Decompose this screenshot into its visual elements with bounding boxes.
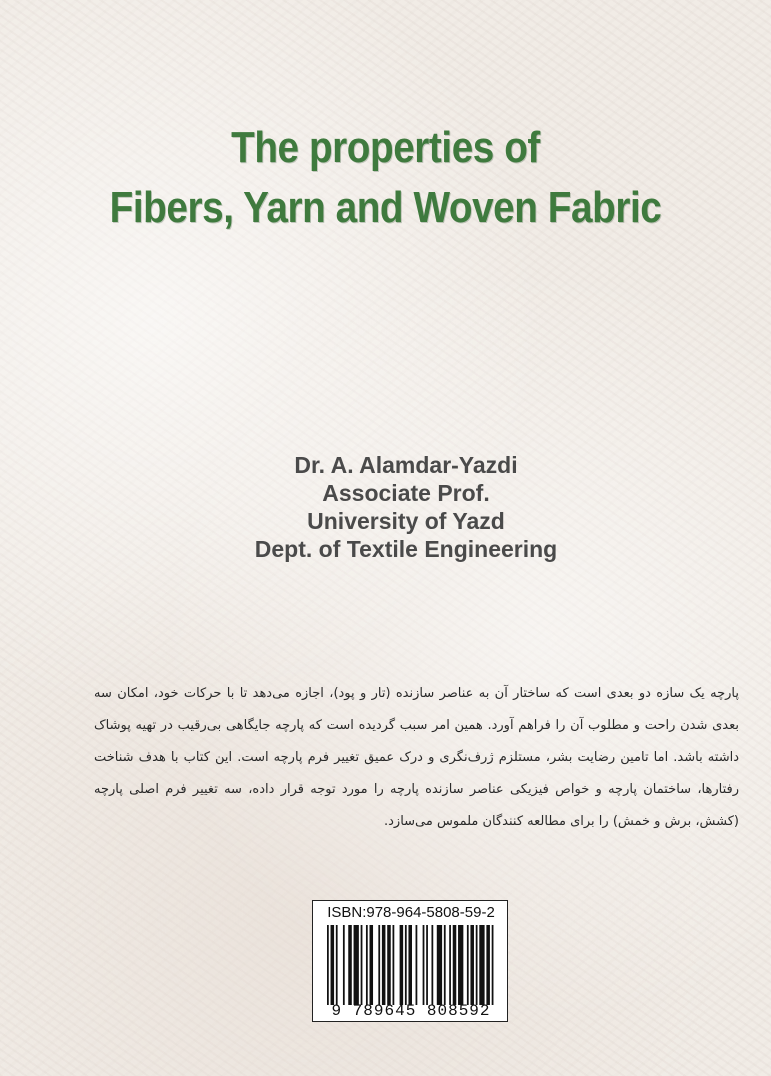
book-title-line-1: The properties of (231, 123, 540, 172)
author-name: Dr. A. Alamdar-Yazdi (294, 452, 518, 478)
author-department: Dept. of Textile Engineering (254, 536, 558, 562)
author-block (0, 451, 771, 563)
book-title-line-2: Fibers, Yarn and Woven Fabric (109, 183, 662, 232)
book-title (0, 118, 771, 238)
book-description: پارچه یک سازه دو بعدی است که ساختار آن به عناصر سازنده (تار و پود)، اجازه می‌دهد تا با حرکات خود، امکان سه بعدی شدن راحت و مطلوب آن را فراهم آورد. همین امر سبب گردیده است که پارچه جایگاهی بی‌رقیب در تهیه پوشاک داشته باشد. اما تامین رضایت بشر، مستلزم ژرف‌نگری و درک عمیق تغییر فرم پارچه است. این کتاب با هدف شناخت رفتارها، ساختمان پارچه و خواص فیزیکی عناصر سازنده پارچه را مورد توجه قرار داده، سه تغییر فرم اصلی پارچه (کشش، برش و خمش) را برای مطالعه کنندگان ملموس می‌سازد. (94, 686, 739, 829)
barcode-icon (327, 925, 497, 1005)
barcode-digits: 9 789645 808592 (331, 1002, 491, 1020)
author-position: Associate Prof. (322, 480, 490, 506)
author-university: University of Yazd (307, 508, 505, 534)
isbn-label: ISBN:978-964-5808-59-2 (327, 904, 495, 921)
isbn-barcode (312, 900, 508, 1022)
